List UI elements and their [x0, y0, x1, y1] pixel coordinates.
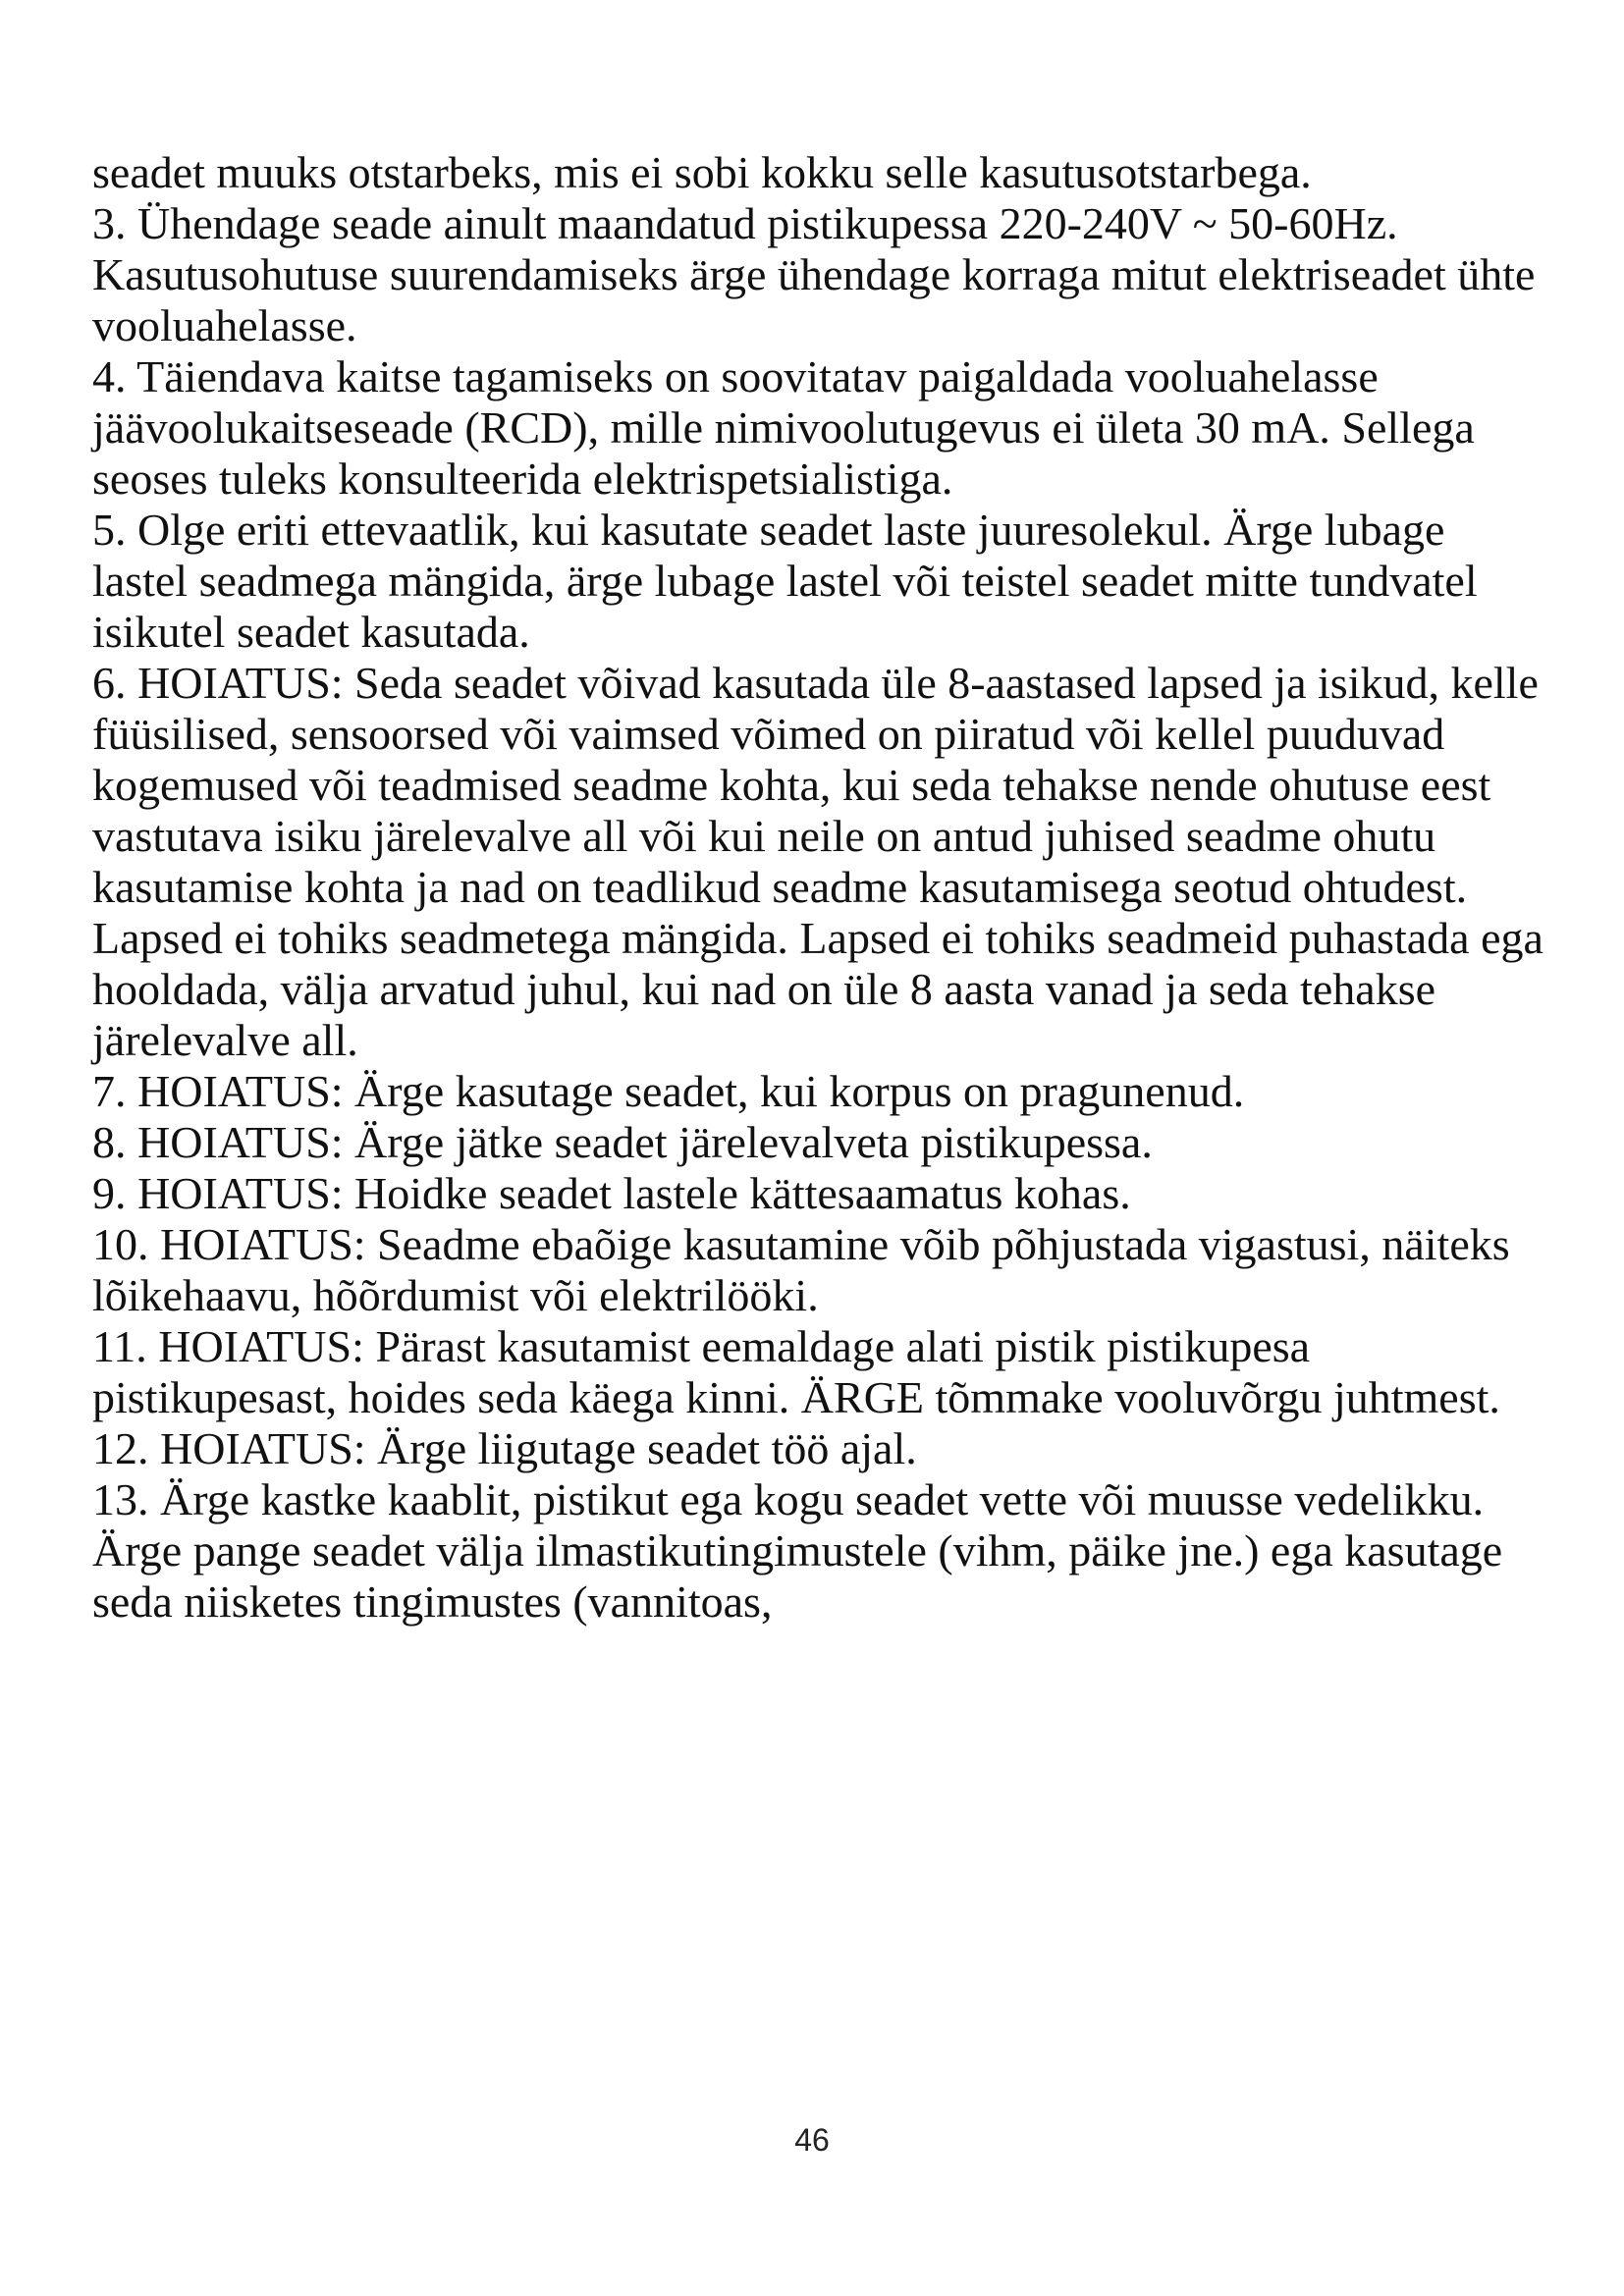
paragraph-item-12: 12. HOIATUS: Ärge liigutage seadet töö ajal. — [92, 1423, 917, 1473]
paragraph-item-11: 11. HOIATUS: Pärast kasutamist eemaldage alati pistik pistikupesa pistikupesast, hoides seda käega kinni. ÄRGE tõmmake vooluvõrgu juhtmest. — [92, 1321, 1500, 1422]
paragraph-item-4: 4. Täiendava kaitse tagamiseks on soovitatav paigaldada vooluahelasse jäävoolukaitseseade (RCD), mille nimivoolutugevus ei ületa 30 mA. Sellega seoses tuleks konsulteerida elektrispetsialistiga. — [92, 351, 1475, 504]
paragraph-item-13: 13. Ärge kastke kaablit, pistikut ega kogu seadet vette või muusse vedelikku. Ärge pange seadet välja ilmastikutingimustele (vihm, päike jne.) ega kasutage seda niisketes tingimustes (vannitoas, — [92, 1474, 1503, 1627]
paragraph-item-6: 6. HOIATUS: Seda seadet võivad kasutada üle 8-aastased lapsed ja isikud, kelle füüsilised, sensoorsed või vaimsed võimed on piiratud või kellel puuduvad kogemused või teadmised seadme kohta, kui seda tehakse nende ohutuse eest vastutava isiku järelevalve all või kui neile on antud juhised seadme ohutu kasutamise kohta ja nad on teadlikud seadme kasutamisega seotud ohtudest. Lapsed ei tohiks seadmetega mängida. Lapsed ei tohiks seadmeid puhastada ega hooldada, välja arvatud juhul, kui nad on üle 8 aasta vanad ja seda tehakse järelevalve all. — [92, 658, 1543, 1065]
document-body — [92, 147, 1545, 1628]
paragraph-item-8: 8. HOIATUS: Ärge jätke seadet järelevalveta pistikupessa. — [92, 1117, 1153, 1167]
paragraph-item-3: 3. Ühendage seade ainult maandatud pistikupessa 220-240V ~ 50-60Hz. — [92, 198, 1398, 248]
paragraph-item-9: 9. HOIATUS: Hoidke seadet lastele kättesaamatus kohas. — [92, 1168, 1131, 1218]
paragraph-item-7: 7. HOIATUS: Ärge kasutage seadet, kui korpus on pragunenud. — [92, 1066, 1245, 1116]
paragraph-item-10: 10. HOIATUS: Seadme ebaõige kasutamine võib põhjustada vigastusi, näiteks lõikehaavu, hõõrdumist või elektrilööki. — [92, 1219, 1510, 1320]
paragraph-item-5: 5. Olge eriti ettevaatlik, kui kasutate seadet laste juuresolekul. Ärge lubage lastel seadmega mängida, ärge lubage lastel või teistel seadet mitte tundvatel isikutel seadet kasutada. — [92, 505, 1478, 657]
page-number: 46 — [794, 2122, 830, 2158]
paragraph-continuation: seadet muuks otstarbeks, mis ei sobi kokku selle kasutusotstarbega. — [92, 147, 1312, 197]
paragraph-item-3-note: Kasutusohutuse suurendamiseks ärge ühendage korraga mitut elektriseadet ühte vooluahelasse. — [92, 249, 1536, 350]
